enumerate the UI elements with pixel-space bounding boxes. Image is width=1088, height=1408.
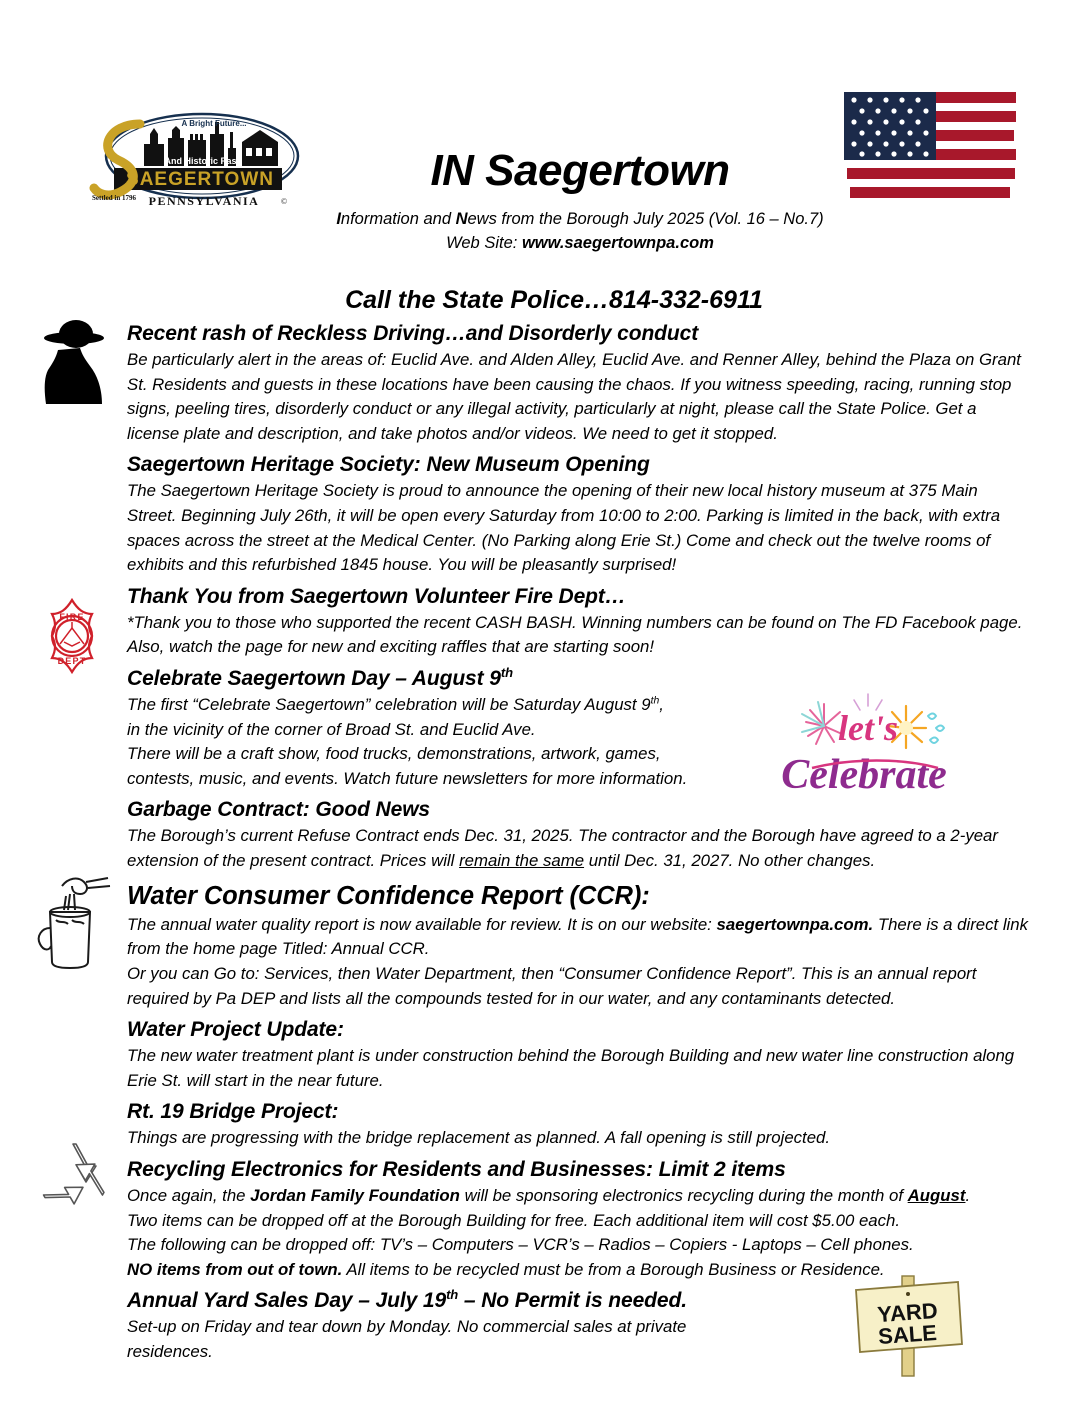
masthead-block — [300, 148, 860, 255]
fire-icon-bottom-text: DEPT — [57, 656, 87, 666]
logo-tagline-mid: And Historic Past — [164, 156, 240, 166]
recycling-line-4-post: All items to be recycled must be from a Borough Business or Residence. — [342, 1259, 885, 1279]
section-recycling-electronics — [0, 1157, 1088, 1282]
yard-sale-line-2: SALE — [877, 1320, 938, 1350]
celebrate-line-4: contests, music, and events. Watch future newsletters for more information. — [127, 768, 688, 788]
masthead-n: N — [455, 210, 468, 229]
section-rt19-bridge — [0, 1099, 1088, 1151]
section-body: The Saegertown Heritage Society is proud to announce the opening of their new local history museum at 375 Main Street. Beginning July 26th, it will be open every Saturday from 10:00 to 2:00. Parking is limited in the back, with extra spaces across the street at the Medical Center. (No Parking along Erie St.) Come and check out the twelve rooms of exhibits and this refurbished 1845 house. You will be pleasantly surprised! — [127, 481, 1001, 575]
section-heading: Thank You from Saegertown Volunteer Fire Dept… — [127, 584, 626, 608]
ccr-body-pre: The annual water quality report is now available for review. It is on our website: — [127, 914, 717, 934]
yard-sale-line-1: YARD — [876, 1297, 939, 1328]
yard-heading-pre: Annual Yard Sales Day – July 19 — [127, 1289, 447, 1313]
celebrate-line-1-tail: , — [659, 695, 664, 715]
ccr-website[interactable]: saegertownpa.com. — [716, 914, 874, 934]
us-flag-graphic — [838, 84, 1023, 214]
masthead-info: nformation and — [340, 210, 456, 229]
celebrate-word-lets: let's — [838, 708, 898, 748]
section-body: Set-up on Friday and tear down by Monday. No commercial sales at private residences. — [127, 1317, 687, 1362]
section-body — [127, 693, 758, 791]
section-yard-sales-day — [0, 1288, 1088, 1364]
masthead-issue: ews from the Borough July 2025 (Vol. 16 – No.7) — [467, 210, 824, 229]
masthead-issue-line — [300, 208, 860, 231]
heading-ordinal-suffix: th — [500, 665, 513, 681]
section-heading: Rt. 19 Bridge Project: — [127, 1100, 339, 1124]
section-body-2: Or you can Go to: Services, then Water Department, then “Consumer Confidence Report”. This is an annual report required by Pa DEP and lists all the compounds tested for in our water, and any contaminants detected. — [127, 963, 977, 1008]
section-body-1 — [127, 913, 1028, 962]
heading-text: Celebrate Saegertown Day – August 9 — [127, 667, 501, 691]
masthead-i: I — [336, 210, 341, 229]
masthead-website-line — [300, 232, 860, 255]
section-heritage-society — [0, 452, 1088, 577]
section-heading: Water Consumer Confidence Report (CCR): — [127, 881, 650, 910]
recycling-restriction: NO items from out of town. — [127, 1259, 343, 1279]
recycling-line-3: The following can be dropped off: TV’s – Computers – VCR’s – Radios – Copiers - Laptops – Cell phones. — [127, 1235, 914, 1255]
recycling-line-2: Two items can be dropped off at the Borough Building for free. Each additional item will cost $5.00 each. — [127, 1210, 901, 1230]
garbage-body-post: until Dec. 31, 2027. No other changes. — [584, 851, 876, 871]
section-garbage-contract — [0, 797, 1088, 873]
section-water-ccr — [0, 880, 1088, 1012]
yard-heading-ordinal: th — [446, 1287, 459, 1303]
recycling-line-1-pre: Once again, the — [127, 1186, 251, 1206]
celebrate-line-3: There will be a craft show, food trucks, demonstrations, artwork, games, — [127, 744, 661, 764]
section-body: Be particularly alert in the areas of: Euclid Ave. and Alden Alley, Euclid Ave. and Renner Alley, behind the Plaza on Grant St. Residents and guests in these locations have been causing the chaos. If you witness speeding, racing, running stop signs, peeling tires, disorderly conduct or any illegal activity, particularly at night, please call the State Police. Get a license plate and description, and take photos and/or videos. We need to get it stopped. — [127, 350, 1021, 443]
celebrate-line-1 — [127, 693, 758, 718]
masthead-subtitle — [300, 208, 860, 255]
recycling-sponsor: Jordan Family Foundation — [250, 1186, 460, 1206]
garbage-body-pre: The Borough’s current Refuse Contract ends Dec. 31, 2025. The contractor and the Borough have agreed to a 2-year extension of the present contract. Prices will — [127, 826, 998, 871]
section-body: Things are progressing with the bridge replacement as planned. A fall opening is still projected. — [127, 1128, 831, 1148]
logo-settled: Settled in 1796 — [92, 194, 136, 202]
section-water-project-update — [0, 1017, 1088, 1093]
newsletter-title: IN Saegertown — [430, 146, 730, 195]
recycling-month: August — [907, 1186, 966, 1206]
saegertown-borough-logo — [84, 104, 306, 219]
section-heading: Recycling Electronics for Residents and Businesses: Limit 2 items — [127, 1158, 786, 1181]
section-body — [127, 824, 1028, 873]
newsletter-header — [0, 0, 1088, 252]
yard-heading-post: – No Permit is needed. — [458, 1289, 687, 1313]
logo-state: PENNSYLVANIA — [148, 194, 260, 208]
section-heading: Recent rash of Reckless Driving…and Disorderly conduct — [127, 322, 699, 345]
state-police-banner: Call the State Police…814-332-6911 — [345, 286, 763, 314]
section-body: The new water treatment plant is under construction behind the Borough Building and new water line construction along Erie St. will start in the near future. — [127, 1046, 1015, 1090]
recycling-line-4 — [127, 1258, 1028, 1283]
recycling-line-1-mid: will be sponsoring electronics recycling during the month of — [459, 1186, 908, 1206]
celebrate-line-1-ordinal: th — [650, 695, 660, 707]
section-celebrate-saegertown-day — [0, 666, 1088, 791]
logo-wordmark: SAEGERTOWN — [126, 169, 274, 190]
logo-registered-mark: © — [280, 197, 288, 206]
section-heading: Garbage Contract: Good News — [127, 798, 431, 822]
garbage-body-emphasis: remain the same — [459, 851, 585, 871]
section-body — [127, 1184, 1028, 1282]
website-url[interactable]: www.saegertownpa.com — [521, 233, 714, 252]
section-heading — [127, 666, 1088, 692]
section-heading: Water Project Update: — [127, 1018, 344, 1042]
ccr-body-post: There is a direct link from the home page Titled: Annual CCR. — [127, 914, 1029, 959]
celebrate-line-2: in the vicinity of the corner of Broad St. and Euclid Ave. — [127, 719, 536, 739]
website-label: Web Site: — [446, 233, 522, 252]
section-heading — [127, 1288, 1088, 1314]
section-heading: Saegertown Heritage Society: New Museum Opening — [127, 453, 650, 477]
celebrate-word-celebrate: Celebrate — [781, 752, 947, 798]
fire-icon-top-text: FIRE — [59, 612, 85, 622]
section-fire-dept-thanks — [0, 584, 1088, 660]
recycling-line-1 — [127, 1184, 1028, 1209]
recycling-line-1-post: . — [965, 1186, 971, 1206]
celebrate-line-1-text: The first “Celebrate Saegertown” celebration will be Saturday August 9 — [127, 695, 651, 715]
logo-tagline-top: A Bright Future... — [181, 119, 247, 128]
newsletter-body — [0, 286, 1088, 1365]
section-reckless-driving — [0, 321, 1088, 446]
section-body: *Thank you to those who supported the recent CASH BASH. Winning numbers can be found on The FD Facebook page. Also, watch the page for new and exciting raffles that are starting soon! — [127, 612, 1023, 657]
